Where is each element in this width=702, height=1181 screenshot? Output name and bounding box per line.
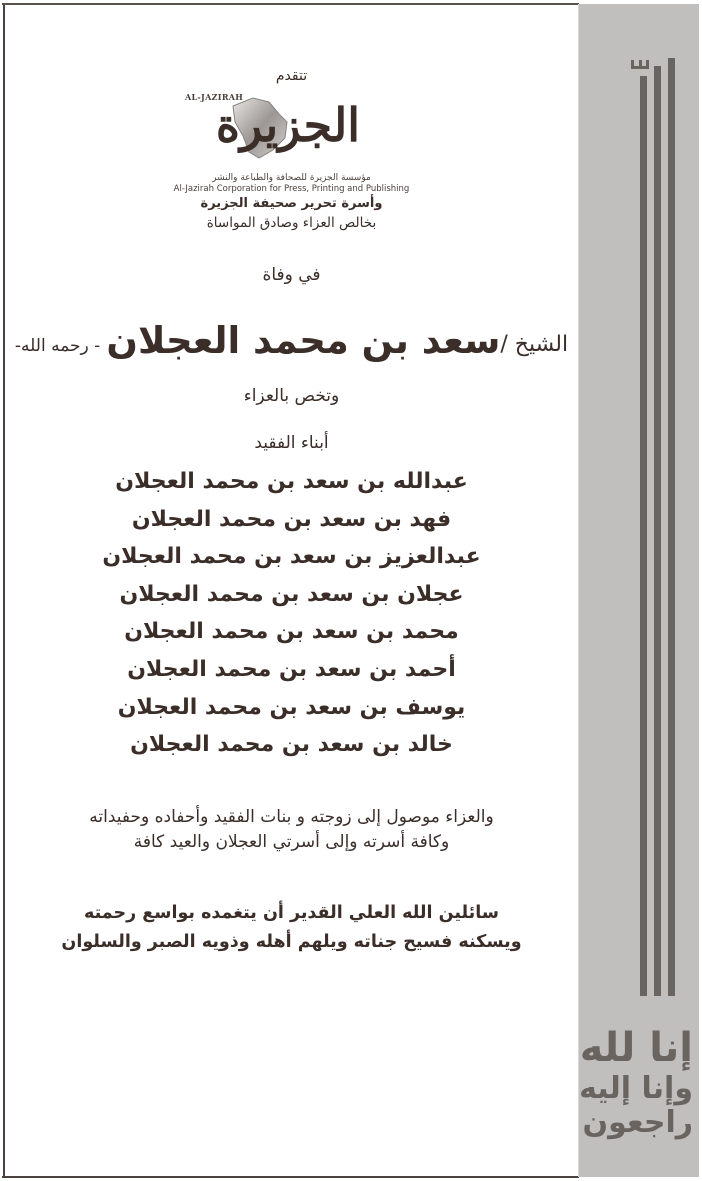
corporation-name-ar: مؤسسة الجزيرة للصحافة والطباعة والنشر xyxy=(212,173,371,183)
condolence-notice xyxy=(5,5,578,1176)
frame-bottom-border xyxy=(2,1176,579,1178)
deceased-title xyxy=(5,319,578,362)
son-name: عبدالعزيز بن سعد بن محمد العجلان xyxy=(102,544,481,570)
verse-line-2: وإنا إليه xyxy=(579,1071,693,1106)
condolence-line: بخالص العزاء وصادق المواساة xyxy=(206,215,377,231)
shadda-icon xyxy=(631,60,649,69)
extended-condolence xyxy=(5,805,578,855)
deceased-name: سعد بن محمد العجلان xyxy=(106,319,501,362)
decorative-bar-icon xyxy=(640,76,647,996)
verse-line-1: إنا لله xyxy=(579,1025,693,1071)
son-name: أحمد بن سعد بن محمد العجلان xyxy=(127,656,456,682)
logo-brand-en: AL-JAZIRAH xyxy=(185,92,244,102)
deceased-prefix: الشيخ / xyxy=(500,332,569,357)
decorative-bar-icon xyxy=(668,58,675,996)
son-name: محمد بن سعد بن محمد العجلان xyxy=(124,619,459,645)
presenter-intro: تتقدم xyxy=(275,68,308,84)
death-of-heading: في وفاة xyxy=(262,265,321,285)
son-name: فهد بن سعد بن محمد العجلان xyxy=(131,506,452,532)
deceased-suffix: - رحمه الله- xyxy=(14,336,101,356)
son-name: خالد بن سعد بن محمد العجلان xyxy=(130,732,453,758)
staff-line: وأسرة تحرير صحيفة الجزيرة xyxy=(200,196,383,211)
specifically-heading: وتخص بالعزاء xyxy=(243,386,340,406)
decorative-bar-icon xyxy=(654,66,661,996)
al-jazirah-logo xyxy=(185,87,381,177)
corporation-name-en: Al-Jazirah Corporation for Press, Printing and Publishing xyxy=(173,184,410,194)
son-name: عجلان بن سعد بن محمد العجلان xyxy=(119,581,464,607)
sons-list xyxy=(5,463,578,764)
prayer-line: ويسكنه فسيح جناته ويلهم أهله وذويه الصبر والسلوان xyxy=(61,932,522,952)
side-panel xyxy=(578,4,699,1177)
sons-label: أبناء الفقيد xyxy=(254,433,329,453)
extended-condolence-line: والعزاء موصول إلى زوجته و بنات الفقيد وأحفاده وحفيداته xyxy=(89,807,494,827)
logo-brand-ar: الجزيرة xyxy=(215,98,361,152)
son-name: عبدالله بن سعد بن محمد العجلان xyxy=(115,469,468,494)
extended-condolence-line: وكافة أسرته وإلى أسرتي العجلان والعيد كافة xyxy=(133,832,450,852)
verse-line-3: راجعون xyxy=(582,1105,693,1140)
prayer xyxy=(5,899,578,957)
son-name: يوسف بن سعد بن محمد العجلان xyxy=(117,694,466,720)
prayer-line: سائلين الله العلي القدير أن يتغمده بواسع رحمته xyxy=(84,903,499,923)
